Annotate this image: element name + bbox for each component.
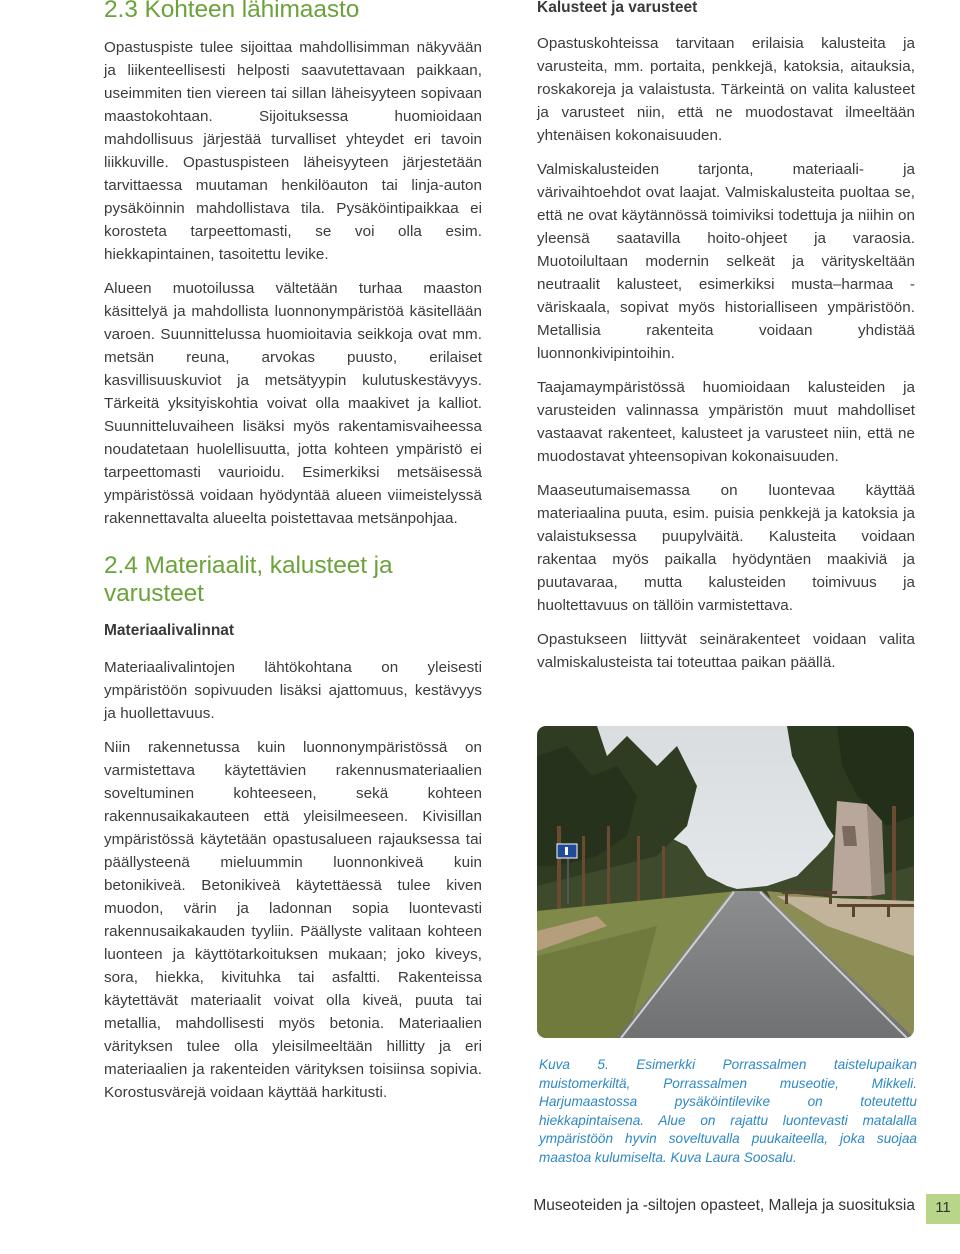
paragraph-wall-structures: Opastukseen liittyvät seinärakenteet voidaan valita valmiskalusteista tai toteuttaa paikan päällä. (537, 631, 915, 671)
page-number: 11 (935, 1199, 951, 1216)
left-column (104, 0, 482, 1104)
paragraph-material-basis: Materiaalivalintojen lähtökohtana on yleisesti ympäristöön sopivuuden lisäksi ajattomuus, kestävyys ja huollettavuus. (104, 659, 482, 722)
section-heading-2-4: 2.4 Materiaalit, kalusteet ja varusteet (104, 552, 393, 607)
paragraph-placement: Opastuspiste tulee sijoittaa mahdollisimman näkyvään ja liikenteellisesti helposti saavutettavaan paikkaan, useimmiten tien viereen tai sillan läheisyyteen sopivaan maastokohtaan. Sijoituksessa huomioidaan mahdollisuus järjestää turvalliset yhteydet eri tavoin liikkuville. Opastuspisteen läheisyyteen järjestetään tarvittaessa muutaman henkilöauton tai linja-auton pysäköinnin mahdollistava tila. Pysäköintipaikkaa ei korosteta tarpeettomasti, se voi olla esim. hiekkapintainen, tasoitettu levike. (104, 39, 482, 263)
section-heading-2-3: 2.3 Kohteen lähimaasto (104, 0, 360, 23)
paragraph-urban: Taajamaympäristössä huomioidaan kalusteiden ja varusteiden valinnassa ympäristön muut mahdolliset vastaavat rakenteet, kalusteet ja varusteet niin, että ne muodostavat yhteensopivan kokonaisuuden. (537, 379, 915, 465)
figure-caption: Kuva 5. Esimerkki Porrassalmen taistelupaikan muistomerkiltä, Porrassalmen museotie, Mikkeli. Harjumaastossa pysäköintilevike on toteutettu hiekkapintaisena. Alue on rajattu luontevasti matalalla ympäristöön hyvin soveltuvalla puukaiteella, joka suojaa maastoa kulumiselta. Kuva Laura Soosalu. (539, 1057, 917, 1165)
paragraph-material-details: Niin rakennetussa kuin luonnonympäristössä on varmistettava käytettävien rakennusmateriaalien soveltuminen kohteeseen, sekä kohteen rakennusaikakauteen että yleisilmeeseen. Kivisillan ympäristössä käytetään opastusalueen rajauksessa tai päällysteenä mieluummin luonnonkiveä kuin betonikiveä. Betonikiveä käytettäessä tulee kiven muodon, värin ja ladonnan sopia luontevasti rakennusaikakauden tyyliin. Päällyste valitaan kohteen luonteen ja käyttötarkoituksen mukaan; joko kiveys, sora, hiekka, kivituhka tai asfaltti. Rakenteissa käytettävät materiaalit voivat olla kiveä, puuta tai metallia, mahdollisesti myös betonia. Materiaalien värityksen tulee olla yleisilmeeltään hillitty ja eri materiaalien ja rakenteiden värityksen toisiinsa sopivia. Korostusvärejä voidaan käyttää harkitusti. (104, 739, 482, 1101)
paragraph-ready-made: Valmiskalusteiden tarjonta, materiaali- ja värivaihtoehdot ovat laajat. Valmiskalusteita puoltaa se, että ne ovat käytännössä toimiviksi todettuja ja niihin on yleensä saatavilla hoito-ohjeet ja varaosia. Muotoilultaan modernin selkeät ja värityskeltään neutraalit kalusteet, esimerkiksi musta–harmaa -väriskaala, sopivat myös historialliseen ympäristöön. Metallisia rakenteita voidaan yhdistää luonnonkivipintoihin. (537, 161, 915, 362)
paragraph-rural: Maaseutumaisemassa on luontevaa käyttää materiaalina puuta, esim. puisia penkkejä ja katoksia ja valaistuksessa puupylväitä. Kalusteita voidaan rakentaa myös paikalla hyödyntäen maakiviä ja puutavaraa, mutta kalusteiden toimivuus ja huoltettavuus on tällöin varmistettava. (537, 482, 915, 614)
subheading-furniture: Kalusteet ja varusteet (537, 0, 698, 16)
paragraph-terrain: Alueen muotoilussa vältetään turhaa maaston käsittelyä ja mahdollista luonnonympäristöä käsitellään varoen. Suunnittelussa huomioitavia seikkoja ovat mm. metsän reuna, arvokas puusto, erilaiset kasvillisuuskuviot ja metsätyypin kulutuskestävyys. Tärkeitä yksityiskohtia voivat olla maakivet ja kalliot. Suunnitteluvaiheen lisäksi myös rakentamisvaiheessa noudatetaan huolellisuutta, jotta kohteen ympäristö ei tarpeettomasti vaurioidu. Esimerkiksi metsäisessä ympäristössä voidaan hyödyntää alueen viimeistelyssä rakennettavalta alueelta poistettavaa metsänpohjaa. (104, 280, 482, 527)
subheading-materials: Materiaalivalinnat (104, 622, 235, 639)
paragraph-furniture-needs: Opastuskohteissa tarvitaan erilaisia kalusteita ja varusteita, mm. portaita, penkkejä, katoksia, aitauksia, roskakoreja ja valaistusta. Tärkeintä on valita kalusteet ja varusteet niin, että ne muodostavat ilmeeltään yhtenäisen kokonaisuuden. (537, 35, 915, 144)
footer-document-title: Museoteiden ja -siltojen opasteet, Malleja ja suosituksia (533, 1197, 915, 1214)
right-column (537, 0, 915, 674)
road-memorial-photo (537, 726, 914, 1038)
